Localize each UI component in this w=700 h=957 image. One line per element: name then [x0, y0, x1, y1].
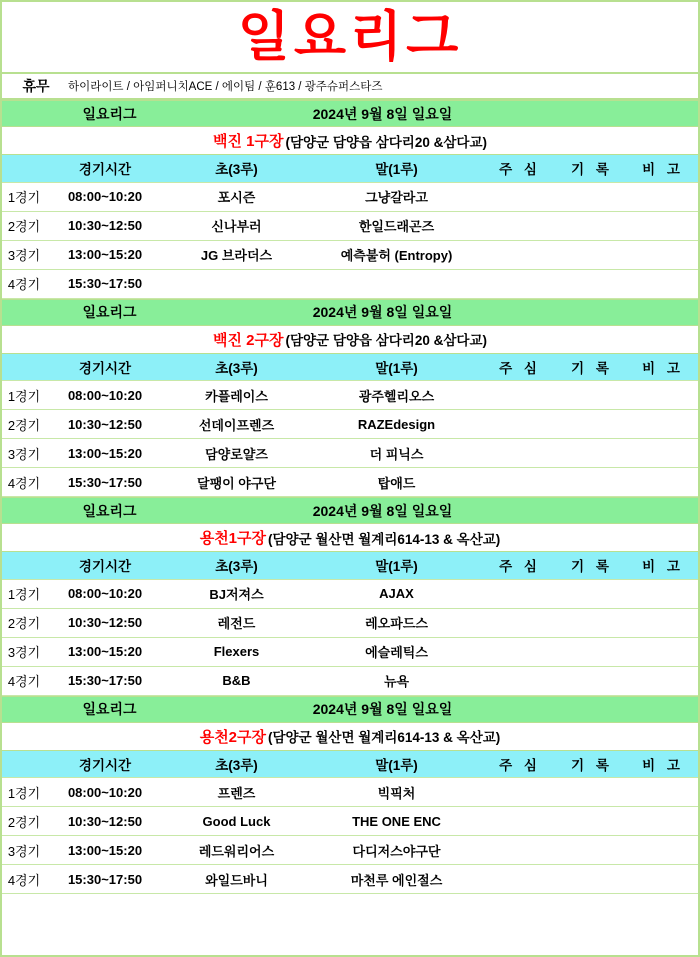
table-header-row — [2, 354, 698, 381]
league-date: 2024년 9월 8일 일요일 — [312, 701, 453, 717]
home-team: 더 피닉스 — [309, 439, 484, 468]
away-team: 신나부러 — [164, 211, 309, 240]
table-row — [2, 807, 698, 836]
recorder — [556, 778, 628, 807]
game-time: 08:00~10:20 — [46, 579, 164, 608]
game-index: 4경기 — [2, 468, 46, 497]
col-index — [2, 354, 46, 381]
venue-row — [2, 127, 698, 155]
col-home: 말(1루) — [309, 155, 484, 182]
col-time: 경기시간 — [46, 751, 164, 778]
note — [628, 410, 698, 439]
game-index: 2경기 — [2, 807, 46, 836]
away-team: 달팽이 야구단 — [164, 468, 309, 497]
game-time: 13:00~15:20 — [46, 836, 164, 865]
league-header — [2, 697, 698, 723]
game-index: 2경기 — [2, 410, 46, 439]
recorder — [556, 410, 628, 439]
col-home: 말(1루) — [309, 751, 484, 778]
col-away: 초(3루) — [164, 552, 309, 579]
table-row — [2, 579, 698, 608]
referee — [484, 468, 556, 497]
recorder — [556, 807, 628, 836]
away-team: 선데이프렌즈 — [164, 410, 309, 439]
col-referee: 주 심 — [484, 155, 556, 182]
note — [628, 182, 698, 211]
recorder — [556, 608, 628, 637]
note — [628, 865, 698, 894]
game-index: 3경기 — [2, 240, 46, 269]
table-row — [2, 439, 698, 468]
venue-address: (담양군 월산면 월계리614-13 & 옥산교) — [268, 531, 501, 547]
home-team: 뉴욕 — [309, 666, 484, 695]
games-table — [2, 155, 698, 299]
note — [628, 439, 698, 468]
referee — [484, 439, 556, 468]
recorder — [556, 836, 628, 865]
referee — [484, 269, 556, 298]
away-team — [164, 269, 309, 298]
home-team: 한일드래곤즈 — [309, 211, 484, 240]
away-team: 담양로얄즈 — [164, 439, 309, 468]
recorder — [556, 211, 628, 240]
table-row — [2, 778, 698, 807]
venue-name: 백진 1구장 — [213, 133, 284, 150]
league-date: 2024년 9월 8일 일요일 — [312, 502, 453, 519]
away-team: 카플레이스 — [164, 381, 309, 410]
home-team: 예측불허 (Entropy) — [309, 240, 484, 269]
recorder — [556, 637, 628, 666]
game-time: 13:00~15:20 — [46, 439, 164, 468]
away-team: 프렌즈 — [164, 778, 309, 807]
game-time: 15:30~17:50 — [46, 666, 164, 695]
referee — [484, 807, 556, 836]
away-team: B&B — [164, 666, 309, 695]
col-referee: 주 심 — [484, 751, 556, 778]
game-index: 1경기 — [2, 778, 46, 807]
table-row — [2, 637, 698, 666]
home-team: RAZEdesign — [309, 410, 484, 439]
game-time: 08:00~10:20 — [46, 381, 164, 410]
game-index: 2경기 — [2, 608, 46, 637]
rest-note-row — [2, 74, 698, 100]
league-name: 일요리그 — [82, 105, 137, 122]
game-time: 15:30~17:50 — [46, 865, 164, 894]
referee — [484, 666, 556, 695]
league-blocks — [2, 100, 698, 894]
home-team: 탑애드 — [309, 468, 484, 497]
col-note: 비 고 — [628, 155, 698, 182]
referee — [484, 211, 556, 240]
note — [628, 381, 698, 410]
home-team: 에슬레틱스 — [309, 637, 484, 666]
table-header-row — [2, 751, 698, 778]
table-row — [2, 182, 698, 211]
page-title: 일요리그 — [237, 5, 463, 68]
game-index: 2경기 — [2, 211, 46, 240]
table-header-row — [2, 552, 698, 579]
game-time: 10:30~12:50 — [46, 211, 164, 240]
league-name: 일요리그 — [82, 701, 137, 717]
referee — [484, 579, 556, 608]
away-team: BJ저져스 — [164, 579, 309, 608]
home-team: 레오파드스 — [309, 608, 484, 637]
note — [628, 269, 698, 298]
referee — [484, 836, 556, 865]
referee — [484, 381, 556, 410]
note — [628, 608, 698, 637]
away-team: 포시즌 — [164, 182, 309, 211]
game-time: 13:00~15:20 — [46, 637, 164, 666]
game-time: 10:30~12:50 — [46, 608, 164, 637]
col-away: 초(3루) — [164, 155, 309, 182]
col-recorder: 기 록 — [556, 751, 628, 778]
venue-row — [2, 723, 698, 751]
col-index — [2, 751, 46, 778]
recorder — [556, 579, 628, 608]
league-name: 일요리그 — [82, 304, 137, 320]
col-away: 초(3루) — [164, 751, 309, 778]
away-team: 레전드 — [164, 608, 309, 637]
table-row — [2, 410, 698, 439]
venue-address: (담양군 담양읍 삼다리20 &삼다교) — [285, 134, 487, 150]
league-header — [2, 300, 698, 326]
table-row — [2, 381, 698, 410]
away-team: 와일드바니 — [164, 865, 309, 894]
rest-note-text: 하이라이트 / 아임퍼니치ACE / 에이팀 / 훈613 / 광주슈퍼스타즈 — [68, 81, 383, 93]
referee — [484, 240, 556, 269]
col-time: 경기시간 — [46, 552, 164, 579]
col-note: 비 고 — [628, 751, 698, 778]
away-team: Flexers — [164, 637, 309, 666]
league-header — [2, 498, 698, 524]
referee — [484, 182, 556, 211]
note — [628, 579, 698, 608]
table-row — [2, 240, 698, 269]
game-time: 08:00~10:20 — [46, 778, 164, 807]
game-index: 1경기 — [2, 182, 46, 211]
table-header-row — [2, 155, 698, 182]
col-away: 초(3루) — [164, 354, 309, 381]
table-row — [2, 666, 698, 695]
col-index — [2, 552, 46, 579]
league-block — [2, 497, 698, 696]
game-index: 3경기 — [2, 439, 46, 468]
home-team — [309, 269, 484, 298]
venue-address: (담양군 월산면 월계리614-13 & 옥산교) — [268, 730, 501, 745]
venue-name: 백진 2구장 — [213, 331, 284, 349]
away-team: Good Luck — [164, 807, 309, 836]
recorder — [556, 666, 628, 695]
venue-name: 용천1구장 — [199, 530, 267, 547]
home-team: 빅픽처 — [309, 778, 484, 807]
game-time: 13:00~15:20 — [46, 240, 164, 269]
game-time: 10:30~12:50 — [46, 807, 164, 836]
rest-note-label: 휴무 — [22, 78, 50, 94]
col-home: 말(1루) — [309, 552, 484, 579]
league-block — [2, 100, 698, 299]
recorder — [556, 182, 628, 211]
table-row — [2, 865, 698, 894]
note — [628, 211, 698, 240]
table-row — [2, 608, 698, 637]
col-referee: 주 심 — [484, 354, 556, 381]
game-time: 15:30~17:50 — [46, 468, 164, 497]
league-date: 2024년 9월 8일 일요일 — [312, 105, 453, 122]
referee — [484, 637, 556, 666]
note — [628, 807, 698, 836]
games-table — [2, 354, 698, 498]
recorder — [556, 865, 628, 894]
home-team: 광주헬리오스 — [309, 381, 484, 410]
league-name: 일요리그 — [82, 502, 137, 519]
league-header — [2, 101, 698, 127]
col-recorder: 기 록 — [556, 155, 628, 182]
table-row — [2, 836, 698, 865]
home-team: THE ONE ENC — [309, 807, 484, 836]
game-index: 4경기 — [2, 666, 46, 695]
recorder — [556, 381, 628, 410]
col-referee: 주 심 — [484, 552, 556, 579]
referee — [484, 778, 556, 807]
recorder — [556, 269, 628, 298]
home-team: AJAX — [309, 579, 484, 608]
venue-row — [2, 524, 698, 552]
col-time: 경기시간 — [46, 155, 164, 182]
col-note: 비 고 — [628, 354, 698, 381]
league-block — [2, 299, 698, 498]
league-block — [2, 696, 698, 895]
note — [628, 468, 698, 497]
games-table — [2, 552, 698, 696]
game-index: 1경기 — [2, 381, 46, 410]
home-team: 마천루 에인절스 — [309, 865, 484, 894]
game-time: 08:00~10:20 — [46, 182, 164, 211]
referee — [484, 608, 556, 637]
title-banner — [2, 2, 698, 74]
game-index: 3경기 — [2, 637, 46, 666]
col-recorder: 기 록 — [556, 354, 628, 381]
recorder — [556, 439, 628, 468]
table-row — [2, 468, 698, 497]
recorder — [556, 468, 628, 497]
note — [628, 240, 698, 269]
league-date: 2024년 9월 8일 일요일 — [312, 304, 453, 320]
venue-address: (담양군 담양읍 삼다리20 &삼다교) — [285, 333, 487, 348]
game-time: 10:30~12:50 — [46, 410, 164, 439]
table-row — [2, 269, 698, 298]
game-index: 1경기 — [2, 579, 46, 608]
col-time: 경기시간 — [46, 354, 164, 381]
referee — [484, 410, 556, 439]
note — [628, 666, 698, 695]
game-index: 3경기 — [2, 836, 46, 865]
game-index: 4경기 — [2, 269, 46, 298]
note — [628, 836, 698, 865]
venue-name: 용천2구장 — [199, 728, 267, 746]
col-note: 비 고 — [628, 552, 698, 579]
game-time: 15:30~17:50 — [46, 269, 164, 298]
col-recorder: 기 록 — [556, 552, 628, 579]
note — [628, 637, 698, 666]
venue-row — [2, 326, 698, 354]
note — [628, 778, 698, 807]
col-index — [2, 155, 46, 182]
recorder — [556, 240, 628, 269]
games-table — [2, 751, 698, 895]
home-team: 다디저스야구단 — [309, 836, 484, 865]
away-team: 레드워리어스 — [164, 836, 309, 865]
home-team: 그냥갈라고 — [309, 182, 484, 211]
col-home: 말(1루) — [309, 354, 484, 381]
referee — [484, 865, 556, 894]
table-row — [2, 211, 698, 240]
game-index: 4경기 — [2, 865, 46, 894]
away-team: JG 브라더스 — [164, 240, 309, 269]
